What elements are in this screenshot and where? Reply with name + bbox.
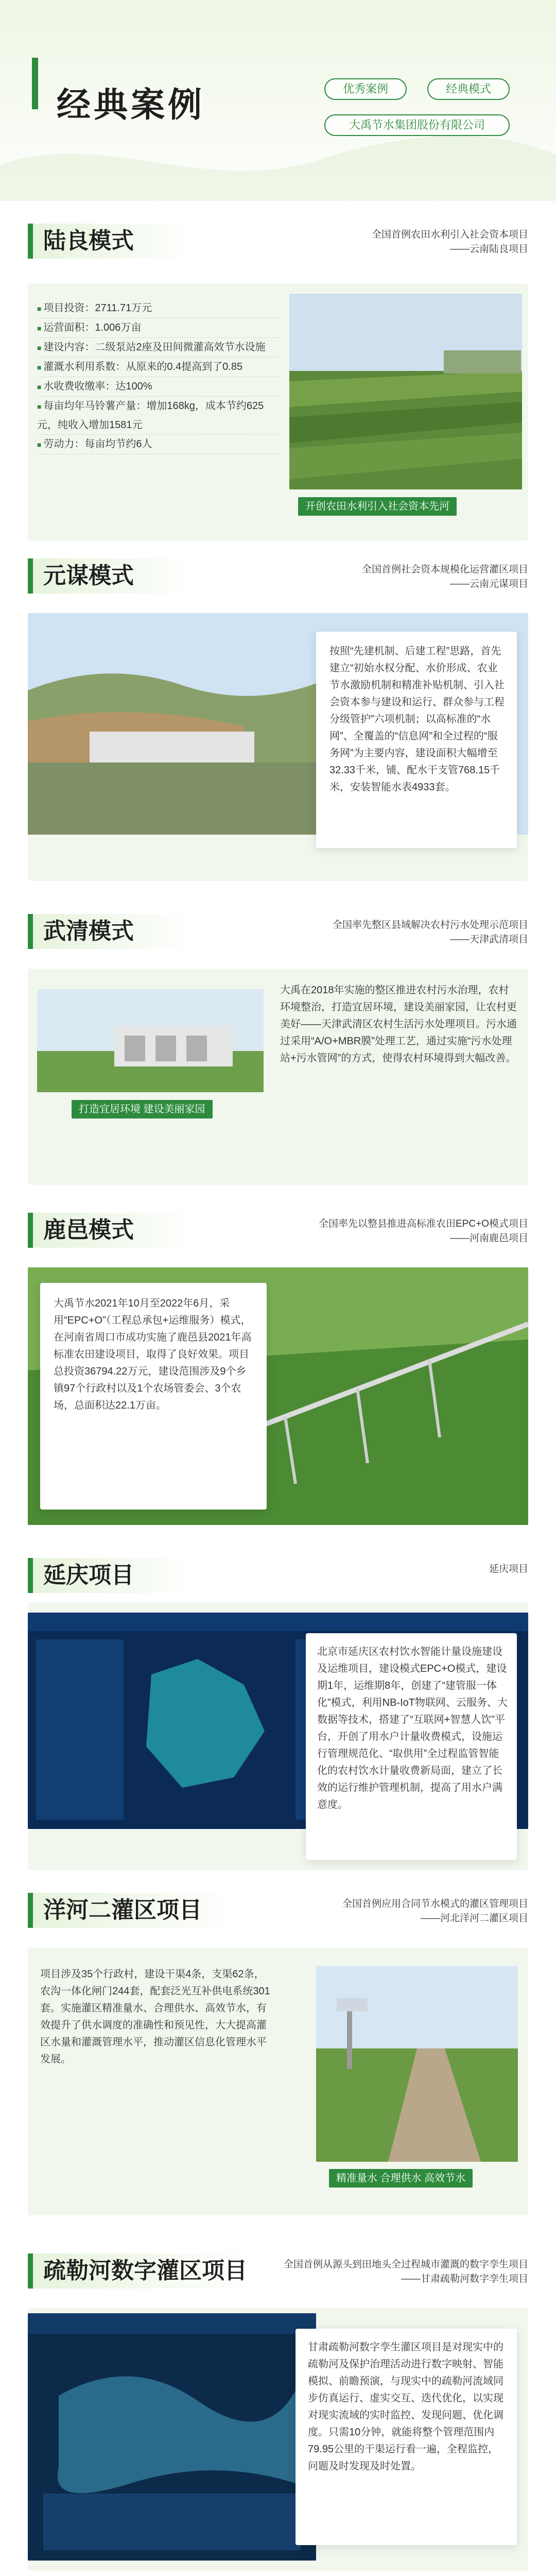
list-item: ■ 建设内容：二级泵站2座及田间微灌高效节水设施 xyxy=(37,338,279,358)
list-item: ■ 运营面积：1.006万亩 xyxy=(37,318,279,338)
section-title: 洋河二灌区项目 xyxy=(28,1893,234,1928)
farmland-photo xyxy=(289,294,522,489)
section-header xyxy=(28,2246,528,2296)
section-title: 疏勒河数字灌区项目 xyxy=(28,2253,254,2289)
title-accent-bar xyxy=(32,58,38,109)
section-yanqing xyxy=(28,1551,528,1880)
section-luliang xyxy=(28,216,528,546)
list-item: ■ 每亩均年马铃薯产量：增加168kg，成本节约625元，纯收入增加1581元 xyxy=(37,397,279,435)
subtitle-line: 全国首例农田水利引入社会资本项目 xyxy=(371,229,528,240)
section-subtitle xyxy=(333,918,528,947)
tag-excellent-case: 优秀案例 xyxy=(324,78,407,100)
text-panel xyxy=(40,1283,267,1510)
text-panel xyxy=(306,1633,517,1860)
section-yanghe xyxy=(28,1886,528,2221)
subtitle-line: ——河南鹿邑项目 xyxy=(449,1233,528,1244)
section-card xyxy=(28,2308,528,2571)
section-subtitle xyxy=(342,1897,528,1926)
section-body: 项目涉及35个行政村，建设干渠4条，支渠62条，农沟一体化闸门244套，配套泛光互补供电系统301套。实施灌区精准量水、合理供水、高效节水，有效提升了供水调度的准确性和预见性，大大提高灌区水量和灌溉管理水平，推动灌区信息化管理水平发展。 xyxy=(40,1969,270,2065)
list-item: ■ 水收费收缴率：达100% xyxy=(37,377,279,397)
canal-gate-photo xyxy=(316,1966,518,2162)
section-subtitle xyxy=(362,563,528,591)
photo-caption: 开创农田水利引入社会资本先河 xyxy=(298,497,457,516)
section-subtitle xyxy=(489,1562,528,1577)
tag-classic-mode: 经典模式 xyxy=(427,78,510,100)
section-header xyxy=(28,1886,528,1935)
section-shule xyxy=(28,2246,528,2576)
section-card xyxy=(28,1267,528,1525)
section-card xyxy=(28,283,528,541)
section-header xyxy=(28,551,528,601)
section-card xyxy=(28,1947,528,2215)
subtitle-line: ——河北洋河二灌区项目 xyxy=(420,1913,528,1924)
section-header xyxy=(28,907,528,956)
section-body: 大禹在2018年实施的整区推进农村污水治理，农村环境整治，打造宜居环境，建设美丽家园，让农村更美好——天津武清区农村生活污水处理项目。污水通过采用“A/O+MBR膜”处理工艺，通过实施“污水处理站+污水管网”的方式，使得农村环境得到大幅改善。 xyxy=(280,985,517,1064)
section-card xyxy=(28,1602,528,1870)
page-title: 经典案例 xyxy=(57,86,205,124)
section-body: 大禹节水2021年10月至2022年6月，采用“EPC+O”（工程总承包+运维服务）模式，在河南省周口市成功实施了鹿邑县2021年高标准农田建设项目，取得了良好效果。项目总投资36794.22万元，建设范围涉及9个乡镇97个行政村以及1个农场管委会、3个农场，总面积达22.1万亩。 xyxy=(54,1298,252,1411)
digital-twin-screenshot xyxy=(28,2313,316,2561)
subtitle-line: 全国首例从源头到田地头全过程城市灌溉的数字孪生项目 xyxy=(283,2259,528,2270)
subtitle-line: 延庆项目 xyxy=(489,1564,528,1574)
section-body: 北京市延庆区农村饮水智能计量设施建设及运维项目，建设模式EPC+O模式，建设期1年，运维期8年，创建了“建管服一体化”模式，利用NB-IoT物联网、云服务、大数据等技术，搭建了“互联网+智慧人饮”平台，开创了用水户计量收费模式，设施运行管理规范化、“取供用”全过程监管智能化的农村饮水计量收费新局面，建立了长效的运行维护管理机制，提高了用水户满意度。 xyxy=(317,1646,508,1810)
page-header xyxy=(0,0,556,170)
tag-company: 大禹节水集团股份有限公司 xyxy=(324,114,510,136)
sewage-station-photo xyxy=(37,989,264,1092)
subtitle-line: 全国率先整区县域解决农村污水处理示范项目 xyxy=(332,920,528,930)
subtitle-line: ——云南元谋项目 xyxy=(449,579,528,589)
list-item: ■ 劳动力：每亩均节约6人 xyxy=(37,435,279,454)
section-title: 陆良模式 xyxy=(28,224,193,259)
subtitle-line: 全国首例应用合同节水模式的灌区管理项目 xyxy=(342,1899,528,1909)
photo-caption: 打造宜居环境 建设美丽家园 xyxy=(72,1100,213,1118)
section-header xyxy=(28,216,528,266)
section-title: 鹿邑模式 xyxy=(28,1213,193,1248)
section-body: 按照“先建机制、后建工程”思路，首先建立“初始水权分配、水价形成、农业节水激励机制和精准补贴机制、引入社会资本参与建设和运行、群众参与工程分级管护”六项机制；以高标准的“水网”、全覆盖的“信息网”和全过程的“服务网”为主要内容，建设面积大幅增至32.33千米，铺、配水干支管768.15千米，安装智能水表4933套。 xyxy=(329,646,505,793)
section-header xyxy=(28,1206,528,1255)
subtitle-line: 全国率先以整县推进高标准农田EPC+O模式项目 xyxy=(319,1218,528,1229)
section-subtitle xyxy=(372,228,528,257)
text-panel xyxy=(296,2329,517,2545)
list-item: ■ 项目投资：2711.71万元 xyxy=(37,299,279,318)
bullet-list xyxy=(37,299,279,454)
section-title: 武清模式 xyxy=(28,914,193,949)
subtitle-line: 全国首例社会资本规模化运营灌区项目 xyxy=(361,564,528,575)
subtitle-line: ——天津武清项目 xyxy=(449,934,528,945)
subtitle-line: ——云南陆良项目 xyxy=(449,244,528,255)
section-title: 元谋模式 xyxy=(28,558,193,594)
section-header xyxy=(28,1551,528,1600)
section-body: 甘肃疏勒河数字孪生灌区项目是对现实中的疏勒河及保护治理活动进行数字映射、智能模拟、前瞻预演，与现实中的疏勒河流域同步仿真运行、虚实交互、迭代优化，以实现对现实流域的实时监控、发现问题、优化调度。只需10分钟，就能将整个管理范围内79.95公里的干渠运行看一遍，全程监控，问题及时发现及时处置。 xyxy=(308,2342,503,2472)
section-yuanmou xyxy=(28,551,528,891)
photo-caption: 精准量水 合理供水 高效节水 xyxy=(329,2169,473,2188)
section-subtitle xyxy=(319,1217,528,1246)
section-subtitle xyxy=(284,2258,528,2286)
section-card xyxy=(28,969,528,1185)
text-panel xyxy=(316,632,517,848)
section-wuqing xyxy=(28,907,528,1195)
list-item: ■ 灌溉水利用系数：从原来的0.4提高到了0.85 xyxy=(37,358,279,377)
section-luyi xyxy=(28,1206,528,1535)
subtitle-line: ——甘肃疏勒河数字孪生项目 xyxy=(401,2274,528,2284)
section-card xyxy=(28,613,528,881)
section-title: 延庆项目 xyxy=(28,1558,193,1593)
